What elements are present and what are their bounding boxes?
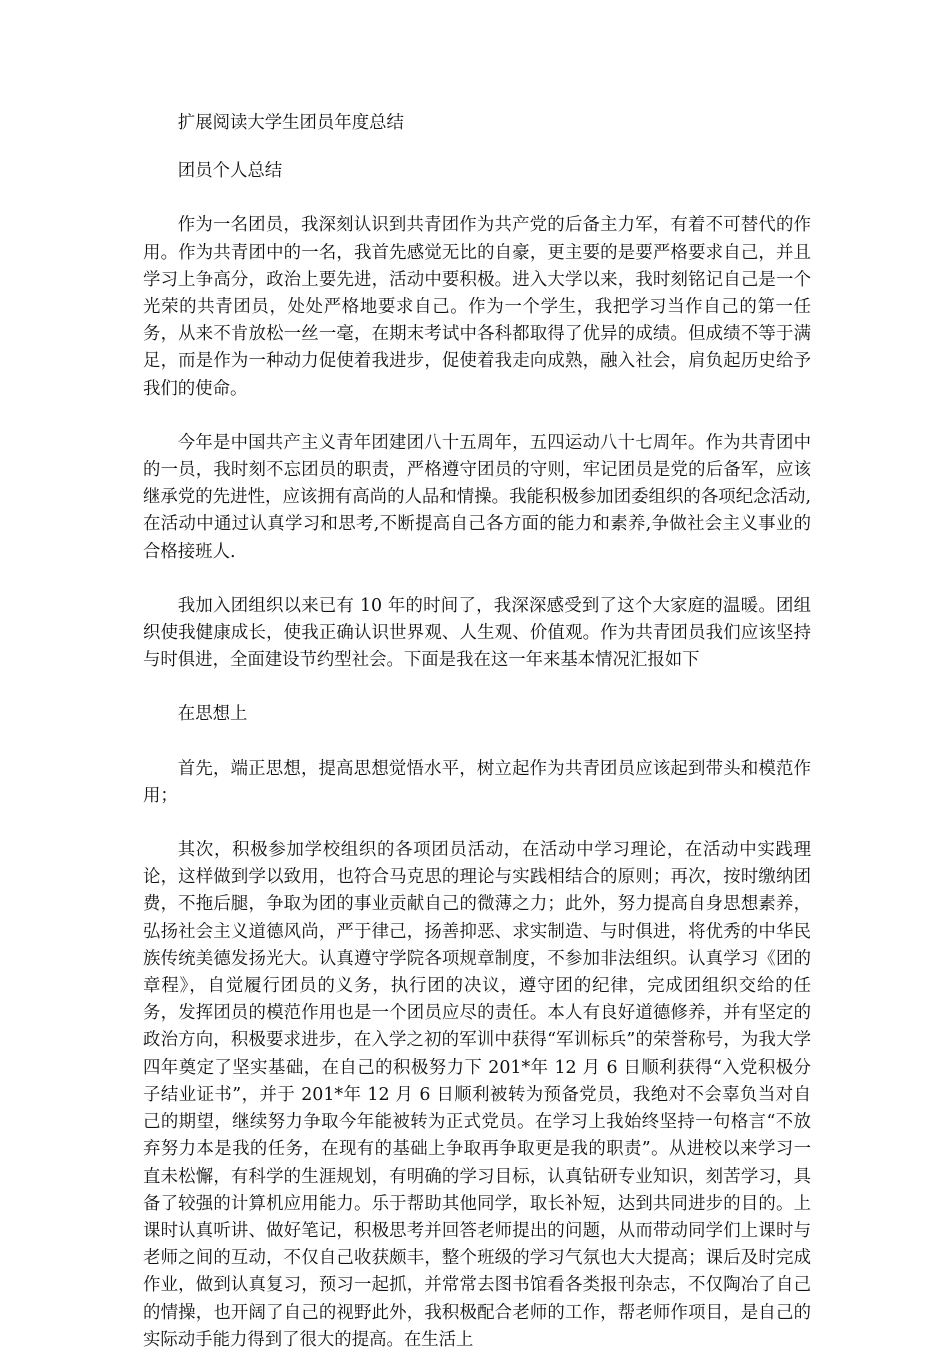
paragraph-anniversary: 今年是中国共产主义青年团建团八十五周年，五四运动八十七周年。作为共青团中的一员，我时刻不忘团员的职责，严格遵守团员的守则，牢记团员是党的后备军，应该继承党的先进性，应该拥有高尚的人品和情操。我能积极参加团委组织的各项纪念活动,在活动中通过认真学习和思考,不断提高自己各方面的能力和素养,争做社会主义事业的合格接班人. xyxy=(143,432,811,562)
paragraph-first: 首先，端正思想，提高思想觉悟水平，树立起作为共青团员应该起到带头和模范作用； xyxy=(143,758,811,806)
paragraph-intro: 作为一名团员，我深刻认识到共青团作为共产党的后备主力军，有着不可替代的作用。作为共青团中的一名，我首先感觉无比的自豪，更主要的是要严格要求自己，并且学习上争高分，政治上要先进，活动中要积极。进入大学以来，我时刻铭记自己是一个光荣的共青团员，处处严格地要求自己。作为一个学生，我把学习当作自己的第一任务，从来不肯放松一丝一毫，在期末考试中各科都取得了优异的成绩。但成绩不等于满足，而是作为一种动力促使着我进步，促使着我走向成熟，融入社会，肩负起历史给予我们的使命。 xyxy=(143,215,811,399)
document-subtitle: 团员个人总结 xyxy=(177,161,283,182)
document-title: 扩展阅读大学生团员年度总结 xyxy=(177,113,404,133)
document-page xyxy=(143,110,811,1354)
paragraph-membership: 我加入团组织以来已有 10 年的时间了，我深深感受到了这个大家庭的温暖。团组织使我健康成长，使我正确认识世界观、人生观、价值观。作为共青团员我们应该坚持与时俱进，全面建设节约型社会。下面是我在这一年来基本情况汇报如下 xyxy=(143,595,811,671)
section-heading-thought: 在思想上 xyxy=(177,704,248,725)
paragraph-second: 其次，积极参加学校组织的各项团员活动，在活动中学习理论，在活动中实践理论，这样做到学以致用，也符合马克思的理论与实践相结合的原则；再次，按时缴纳团费，不拖后腿，争取为团的事业贡献自己的微薄之力；此外，努力提高自身思想素养，弘扬社会主义道德风尚，严于律己，扬善抑恶、求实制造、与时俱进，将优秀的中华民族传统美德发扬光大。认真遵守学院各项规章制度，不参加非法组织。认真学习《团的章程》，自觉履行团员的义务，执行团的决议，遵守团的纪律，完成团组织交给的任务，发挥团员的模范作用也是一个团员应尽的责任。本人有良好道德修养，并有坚定的政治方向，积极要求进步，在入学之初的军训中获得“军训标兵”的荣誉称号，为我大学四年奠定了坚实基础，在自己的积极努力下 201*年 12 月 6 日顺利获得“入党积极分子结业证书”，并于 201*年 12 月 6 日顺利被转为预备党员，我绝对不会辜负当对自己的期望，继续努力争取今年能被转为正式党员。在学习上我始终坚持一句格言“不放弃努力本是我的任务，在现有的基础上争取再争取更是我的职责”。从进校以来学习一直未松懈，有科学的生涯规划，有明确的学习目标，认真钻研专业知识，刻苦学习，具备了较强的计算机应用能力。乐于帮助其他同学，取长补短，达到共同进步的目的。上课时认真听讲、做好笔记，积极思考并回答老师提出的问题，从而带动同学们上课时与老师之间的互动，不仅自己收获颇丰，整个班级的学习气氛也大大提高；课后及时完成作业，做到认真复习，预习一起抓，并常常去图书馆看各类报刊杂志，不仅陶冶了自己的情操，也开阔了自己的视野此外，我积极配合老师的工作，帮老师作项目，是自己的实际动手能力得到了很大的提高。在生活上 xyxy=(143,840,811,1350)
